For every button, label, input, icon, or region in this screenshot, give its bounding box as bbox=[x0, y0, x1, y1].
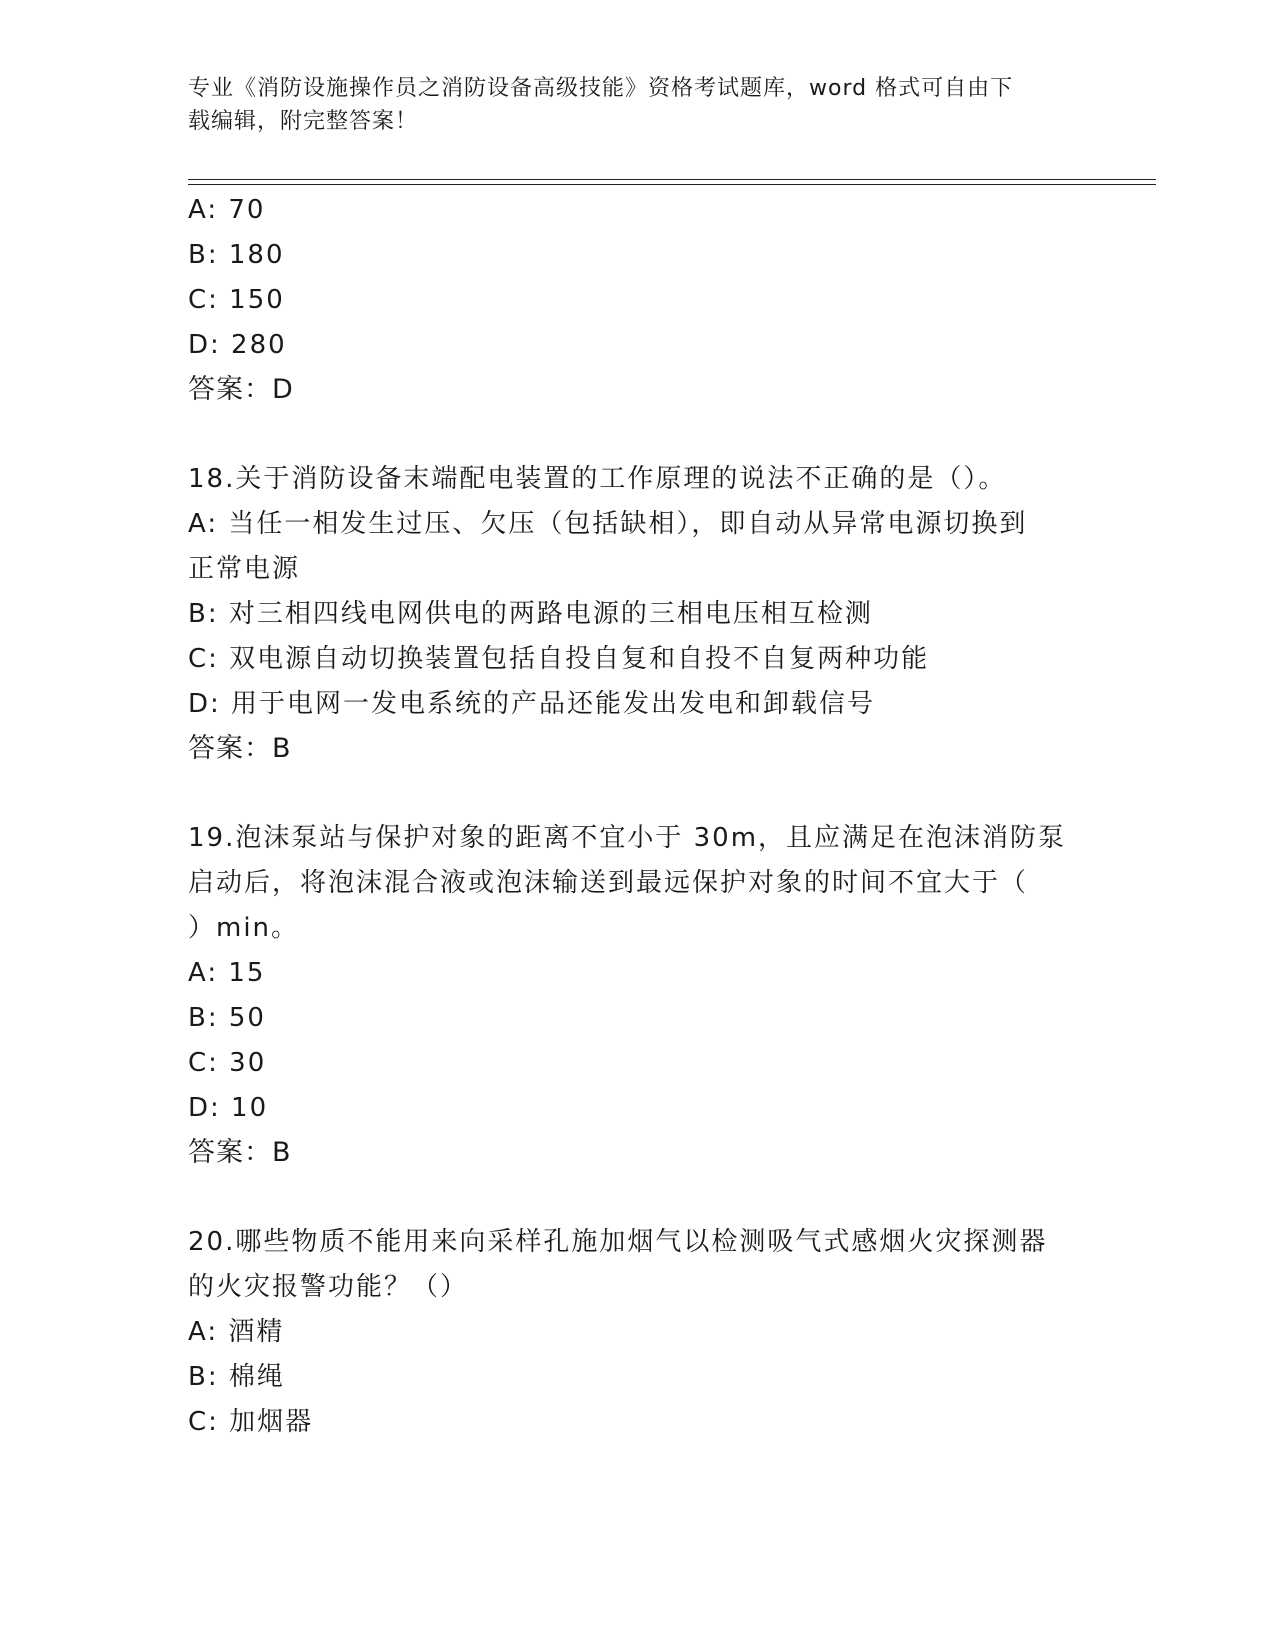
q19-option-c: C: 30 bbox=[188, 1048, 267, 1078]
q19-stem-line-1: 19.泡沫泵站与保护对象的距离不宜小于 30m，且应满足在泡沫消防泵 bbox=[188, 823, 1067, 853]
q17-option-b: B: 180 bbox=[188, 240, 285, 270]
q20-option-b: B: 棉绳 bbox=[188, 1362, 285, 1392]
q17-option-d: D: 280 bbox=[188, 330, 287, 360]
q18-option-b: B: 对三相四线电网供电的两路电源的三相电压相互检测 bbox=[188, 599, 873, 629]
q19-option-b: B: 50 bbox=[188, 1003, 266, 1033]
q17-answer: 答案：D bbox=[188, 374, 294, 405]
document-header bbox=[188, 72, 1088, 138]
q19-stem-line-2: 启动后，将泡沫混合液或泡沫输送到最远保护对象的时间不宜大于（ bbox=[188, 868, 1029, 898]
q19-option-d: D: 10 bbox=[188, 1093, 269, 1123]
header-line-2: 载编辑，附完整答案！ bbox=[188, 109, 419, 134]
q18-option-d: D: 用于电网一发电系统的产品还能发出发电和卸载信号 bbox=[188, 689, 876, 719]
header-line-1: 专业《消防设施操作员之消防设备高级技能》资格考试题库，word 格式可自由下 bbox=[188, 76, 1014, 101]
q18-answer: 答案：B bbox=[188, 733, 292, 764]
q20-option-c: C: 加烟器 bbox=[188, 1407, 314, 1437]
q20-stem-line-1: 20.哪些物质不能用来向采样孔施加烟气以检测吸气式感烟火灾探测器 bbox=[188, 1227, 1048, 1257]
q20-option-a: A: 酒精 bbox=[188, 1317, 285, 1347]
header-divider-bottom bbox=[188, 184, 1156, 185]
q18-option-c: C: 双电源自动切换装置包括自投自复和自投不自复两种功能 bbox=[188, 644, 930, 674]
q17-option-c: C: 150 bbox=[188, 285, 285, 315]
q18-option-a: A: 当任一相发生过压、欠压（包括缺相），即自动从异常电源切换到 bbox=[188, 509, 1028, 539]
q18-option-a-cont: 正常电源 bbox=[188, 554, 301, 584]
q17-option-a: A: 70 bbox=[188, 195, 266, 225]
header-divider-top bbox=[188, 179, 1156, 180]
q19-answer: 答案：B bbox=[188, 1137, 292, 1168]
q19-option-a: A: 15 bbox=[188, 958, 266, 988]
q20-stem-line-2: 的火灾报警功能？（） bbox=[188, 1272, 469, 1302]
q19-stem-line-3: ）min。 bbox=[188, 913, 300, 943]
q18-stem: 18.关于消防设备末端配电装置的工作原理的说法不正确的是（）。 bbox=[188, 464, 1007, 494]
